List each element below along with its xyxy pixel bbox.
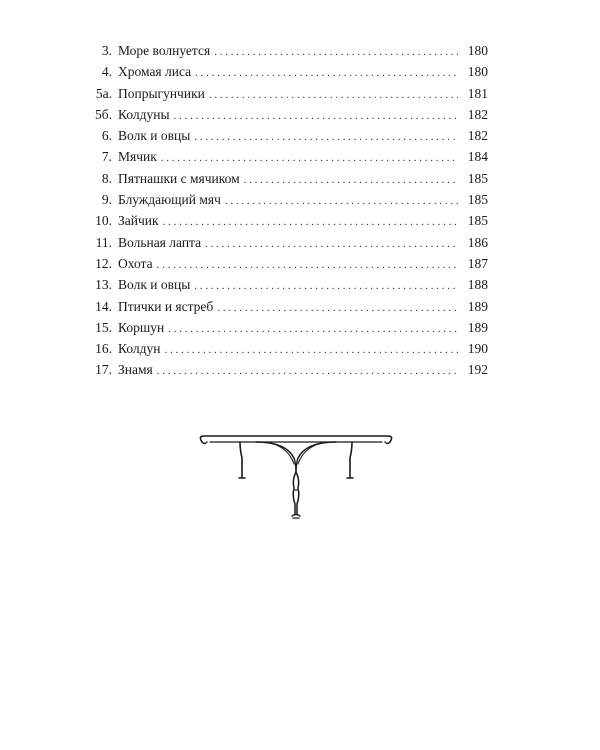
toc-entry-page: 182 bbox=[467, 128, 488, 144]
dot-leader bbox=[214, 42, 458, 63]
toc-entry[interactable] bbox=[80, 296, 488, 317]
toc-entry-page: 189 bbox=[467, 298, 488, 314]
dot-leader bbox=[244, 170, 458, 191]
table-of-contents bbox=[80, 40, 488, 381]
toc-entry-title: Попрыгунчики bbox=[118, 85, 205, 101]
toc-entry-number: 17. bbox=[95, 362, 112, 378]
toc-entry-page: 186 bbox=[467, 234, 488, 250]
dot-leader bbox=[225, 191, 458, 212]
dot-leader bbox=[209, 85, 458, 106]
dot-leader bbox=[157, 361, 458, 382]
dot-leader bbox=[217, 298, 458, 319]
toc-entry-number: 7. bbox=[101, 149, 112, 165]
dot-leader bbox=[195, 63, 458, 84]
toc-entry-title: Пятнашки с мячиком bbox=[118, 170, 240, 186]
toc-entry[interactable] bbox=[80, 274, 488, 295]
toc-entry-page: 188 bbox=[467, 277, 488, 293]
toc-entry[interactable] bbox=[80, 253, 488, 274]
toc-entry-title: Блуждающий мяч bbox=[118, 192, 221, 208]
toc-entry-page: 189 bbox=[467, 319, 488, 335]
dot-leader bbox=[164, 340, 458, 361]
toc-entry[interactable] bbox=[80, 61, 488, 82]
dot-leader bbox=[194, 276, 458, 297]
toc-entry-title: Мячик bbox=[118, 149, 157, 165]
toc-entry[interactable] bbox=[80, 146, 488, 167]
dot-leader bbox=[174, 106, 458, 127]
dot-leader bbox=[168, 319, 458, 340]
toc-entry-number: 3. bbox=[101, 43, 112, 58]
toc-entry[interactable] bbox=[80, 83, 488, 104]
toc-entry-number: 16. bbox=[95, 341, 112, 357]
toc-entry-title: Знамя bbox=[118, 362, 153, 378]
toc-entry-page: 180 bbox=[467, 43, 488, 58]
toc-entry[interactable] bbox=[80, 189, 488, 210]
toc-entry-number: 11. bbox=[95, 234, 112, 250]
toc-entry-title: Зайчик bbox=[118, 213, 159, 229]
toc-entry-number: 12. bbox=[95, 255, 112, 271]
toc-entry-number: 8. bbox=[101, 170, 112, 186]
toc-entry-number: 5б. bbox=[95, 106, 112, 122]
dot-leader bbox=[157, 255, 458, 276]
toc-entry-title: Волк и овцы bbox=[118, 128, 191, 144]
toc-entry-number: 10. bbox=[95, 213, 112, 229]
toc-entry[interactable] bbox=[80, 338, 488, 359]
toc-entry-page: 182 bbox=[467, 106, 488, 122]
toc-entry-number: 14. bbox=[95, 298, 112, 314]
toc-entry-title: Хромая лиса bbox=[118, 64, 192, 80]
toc-entry[interactable] bbox=[80, 317, 488, 338]
dot-leader bbox=[161, 148, 458, 169]
toc-entry-title: Охота bbox=[118, 255, 153, 271]
toc-entry-page: 185 bbox=[467, 170, 488, 186]
toc-entry[interactable] bbox=[80, 40, 488, 61]
decorative-flourish-icon bbox=[196, 428, 396, 528]
toc-entry-title: Море волнуется bbox=[118, 43, 211, 58]
toc-entry-title: Колдун bbox=[118, 341, 161, 357]
toc-entry[interactable] bbox=[80, 168, 488, 189]
toc-entry-number: 9. bbox=[101, 192, 112, 208]
toc-entry[interactable] bbox=[80, 232, 488, 253]
toc-entry-number: 4. bbox=[101, 64, 112, 80]
toc-entry-title: Птички и ястреб bbox=[118, 298, 214, 314]
toc-entry[interactable] bbox=[80, 125, 488, 146]
toc-entry-page: 181 bbox=[467, 85, 488, 101]
toc-entry-title: Колдуны bbox=[118, 106, 170, 122]
dot-leader bbox=[205, 234, 458, 255]
toc-entry-number: 15. bbox=[95, 319, 112, 335]
toc-entry-number: 5а. bbox=[95, 85, 112, 101]
toc-entry-number: 6. bbox=[101, 128, 112, 144]
toc-entry-page: 184 bbox=[467, 149, 488, 165]
toc-entry-page: 190 bbox=[467, 341, 488, 357]
dot-leader bbox=[163, 212, 458, 233]
toc-entry-page: 180 bbox=[467, 64, 488, 80]
toc-entry-title: Вольная лапта bbox=[118, 234, 202, 250]
toc-entry-title: Волк и овцы bbox=[118, 277, 191, 293]
toc-entry[interactable] bbox=[80, 104, 488, 125]
toc-entry-page: 185 bbox=[467, 192, 488, 208]
toc-entry-number: 13. bbox=[95, 277, 112, 293]
toc-entry-page: 185 bbox=[467, 213, 488, 229]
toc-entry-title: Коршун bbox=[118, 319, 165, 335]
dot-leader bbox=[194, 127, 458, 148]
toc-entry-page: 187 bbox=[467, 255, 488, 271]
toc-entry[interactable] bbox=[80, 359, 488, 380]
toc-entry-page: 192 bbox=[467, 362, 488, 378]
toc-entry[interactable] bbox=[80, 210, 488, 231]
